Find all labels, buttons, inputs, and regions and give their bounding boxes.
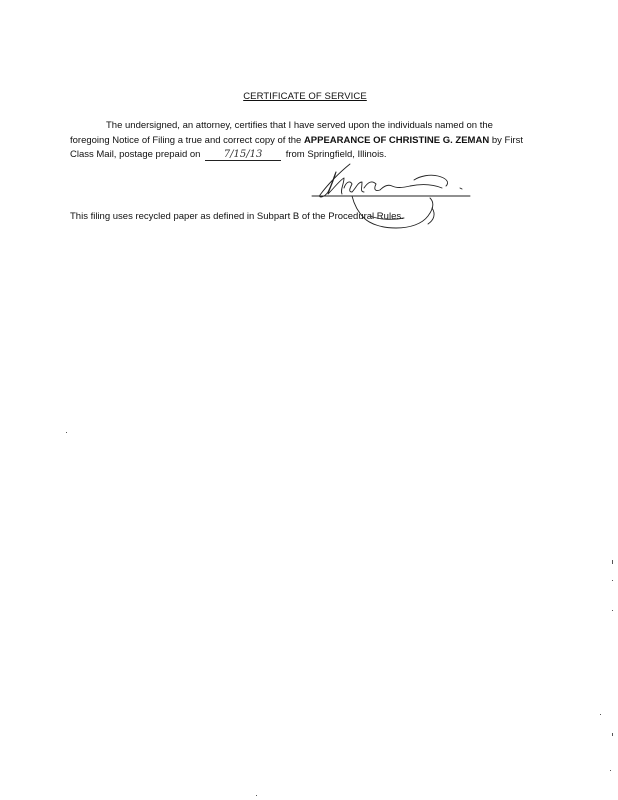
paragraph-line-2-text: foregoing Notice of Filing a true and correct copy of the [70,134,304,146]
scan-speck [612,580,613,581]
scan-speck [612,560,613,564]
scan-speck [66,432,67,433]
attorney-signature [310,158,475,243]
certificate-paragraph [70,119,546,163]
scan-speck [612,610,613,611]
scan-speck [600,714,601,715]
paragraph-line-1-text: The undersigned, an attorney, certifies that I have served upon the individuals named on the [106,120,493,131]
scan-speck [610,770,611,771]
recycled-paper-note: This filing uses recycled paper as defined in Subpart B of the Procedural Rules. [70,211,404,222]
handwritten-date: 7/15/13 [205,150,281,161]
paragraph-line-2-end: by First [489,134,523,146]
paragraph-line-3-text: Class Mail, postage prepaid on [70,149,201,160]
appearance-title: APPEARANCE OF CHRISTINE G. ZEMAN [303,134,490,146]
paragraph-line-3-end: from Springfield, Illinois. [285,149,387,160]
certificate-title: CERTIFICATE OF SERVICE [243,91,367,102]
paragraph-line-1 [70,119,546,134]
paragraph-line-2 [70,134,546,149]
scan-speck [612,733,613,736]
scan-speck [256,795,257,796]
